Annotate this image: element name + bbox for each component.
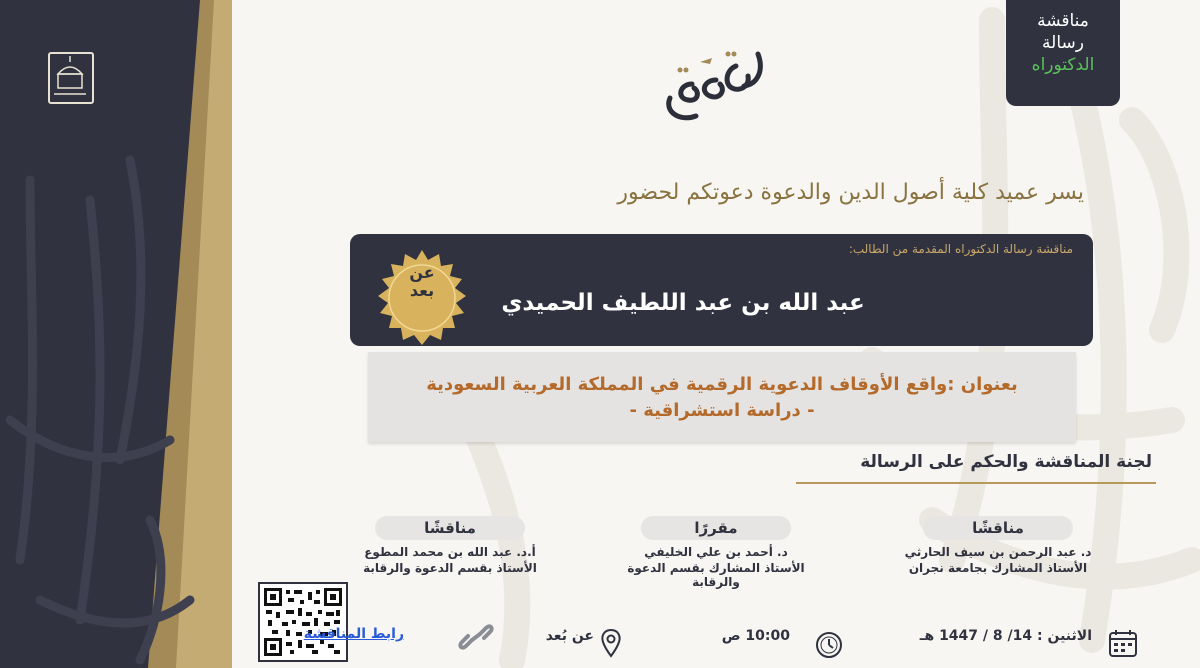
member-name: د. أحمد بن علي الخليفي [644,545,788,559]
seal-text [374,264,470,300]
qr-pattern [264,588,342,656]
mosque-icon [50,54,90,100]
clock-icon [814,630,844,660]
member-name: أ.د. عبد الله بن محمد المطوع [364,545,536,559]
member-title: الأستاذ بقسم الدعوة والرقابة [363,561,537,575]
invitation-text: يسر عميد كلية أصول الدين والدعوة دعوتكم لحضور [617,180,1084,205]
badge-line-3: الدكتوراه [1031,55,1095,75]
committee-divider [796,482,1156,484]
badge-line-1: مناقشة [1037,11,1089,31]
discussion-time: 10:00 ص [721,628,790,644]
committee-heading: لجنة المناقشة والحكم على الرسالة [860,452,1152,472]
member-name: د. عبد الرحمن بن سيف الحارثي [904,545,1092,559]
seal-line-2: بعد [409,281,435,300]
link-icon [456,622,496,652]
member-title: الأستاذ المشارك بجامعة نجران [908,561,1088,575]
dawah-wordmark-logo [640,40,780,130]
committee-member-3 [350,516,550,575]
seal-line-1: عن [409,263,435,282]
member-title: الأستاذ المشارك بقسم الدعوة والرقابة [627,561,805,589]
member-role: مناقشًا [375,516,525,540]
member-role: مناقشًا [923,516,1073,540]
discussion-link[interactable]: رابط المناقشة [303,626,404,642]
discussion-location: عن بُعد [545,628,594,644]
calendar-icon [1108,628,1138,658]
thesis-type-badge [1006,0,1120,106]
left-decorative-panel [0,0,232,668]
left-panel-art [0,0,232,668]
location-pin-icon [598,628,624,660]
discussion-date: الاثنين : 14/ 8 / 1447 هـ [919,628,1092,644]
university-logo [48,52,94,104]
thesis-title-line-2: - دراسة استشراقية - [629,400,815,421]
thesis-title-box [368,352,1076,442]
committee-member-1 [898,516,1098,575]
student-intro: مناقشة رسالة الدكتوراه المقدمة من الطالب: [848,242,1073,256]
student-name: عبد الله بن عبد اللطيف الحميدي [501,290,865,316]
committee-member-2 [616,516,816,589]
member-role: مقررًا [641,516,791,540]
student-card [350,234,1093,346]
badge-line-2: رسالة [1042,33,1084,53]
thesis-title-line-1: بعنوان :واقع الأوقاف الدعوية الرقمية في المملكة العربية السعودية [426,374,1018,395]
qr-code[interactable] [258,582,348,662]
